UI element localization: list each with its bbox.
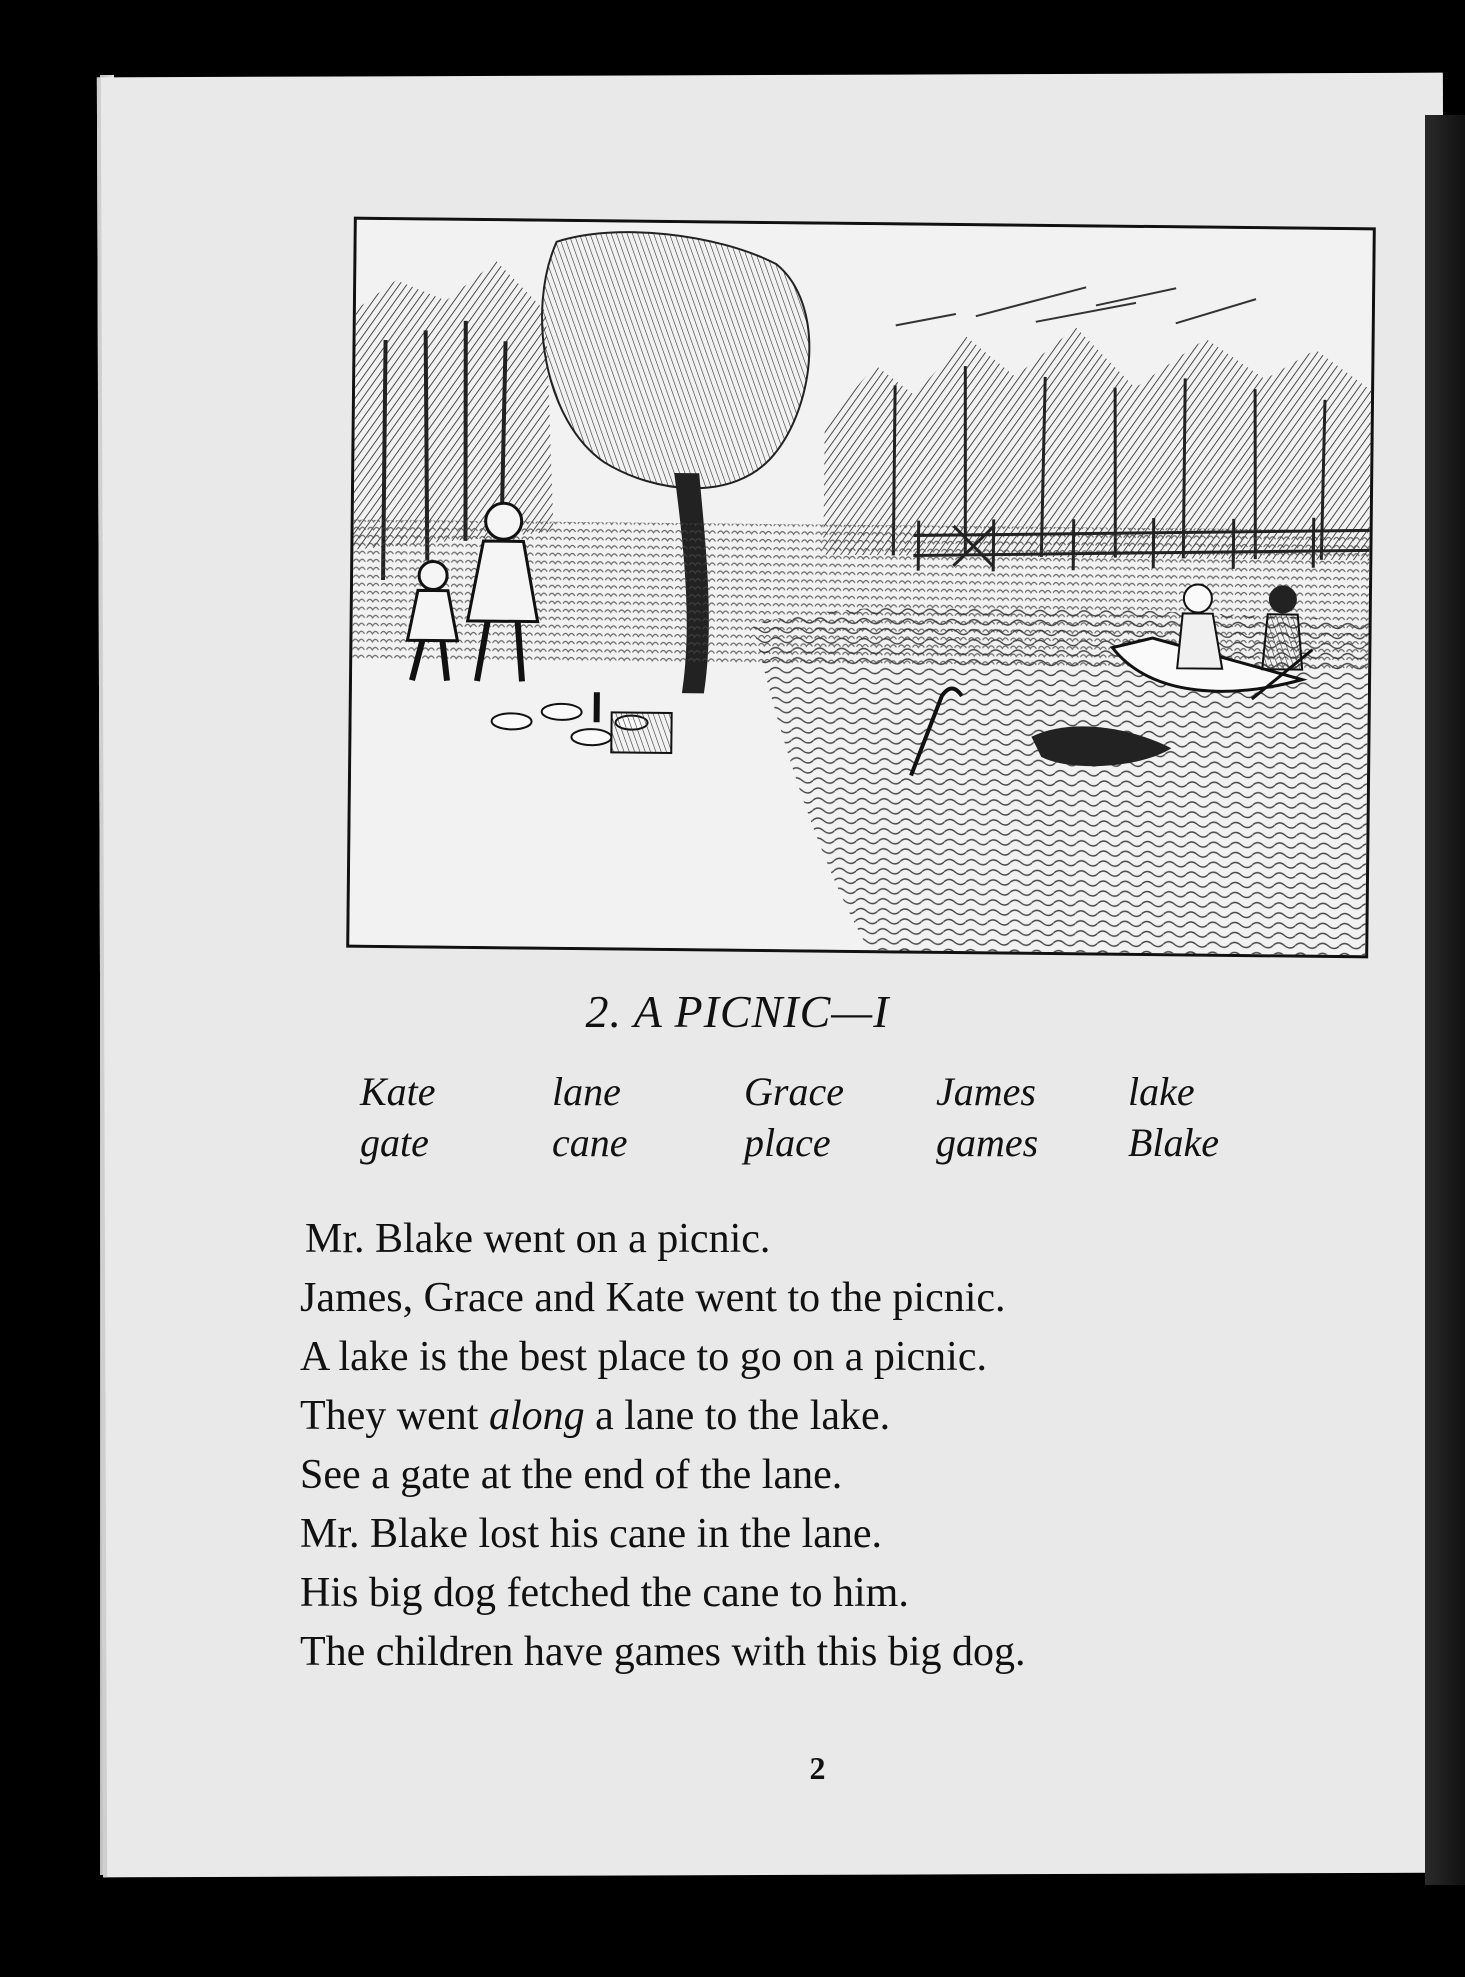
vocab-word: place — [744, 1120, 831, 1165]
vocab-word: Blake — [1128, 1120, 1220, 1165]
vocab-word: lake — [1128, 1069, 1195, 1114]
vocab-word: lane — [552, 1069, 621, 1114]
vocab-word: games — [936, 1120, 1039, 1165]
vocab-word: James — [936, 1069, 1036, 1114]
text-segment: They went — [300, 1393, 479, 1439]
text-segment: a lane to the lake. — [595, 1393, 891, 1439]
lesson-text — [300, 1210, 1380, 1682]
text-line: A lake is the best place to go on a picnic. — [300, 1334, 987, 1380]
text-line: Mr. Blake lost his cane in the lane. — [300, 1511, 883, 1557]
text-line: The children have games with this big dog. — [300, 1629, 1026, 1675]
text-line: His big dog fetched the cane to him. — [300, 1570, 909, 1616]
picnic-illustration — [346, 217, 1376, 959]
page-number: 2 — [809, 1750, 826, 1786]
vocabulary-list — [360, 1068, 1320, 1166]
vocab-word: cane — [552, 1120, 628, 1165]
vocab-word: Kate — [360, 1069, 436, 1114]
vocab-word: gate — [360, 1120, 429, 1165]
text-line: Mr. Blake went on a picnic. — [305, 1216, 771, 1262]
text-line: James, Grace and Kate went to the picnic. — [300, 1275, 1006, 1321]
text-line — [300, 1387, 1380, 1446]
vocab-word: Grace — [744, 1069, 844, 1114]
lesson-title: 2. A PICNIC—I — [585, 986, 890, 1037]
text-line: See a gate at the end of the lane. — [300, 1452, 843, 1498]
italic-word: along — [488, 1393, 585, 1439]
